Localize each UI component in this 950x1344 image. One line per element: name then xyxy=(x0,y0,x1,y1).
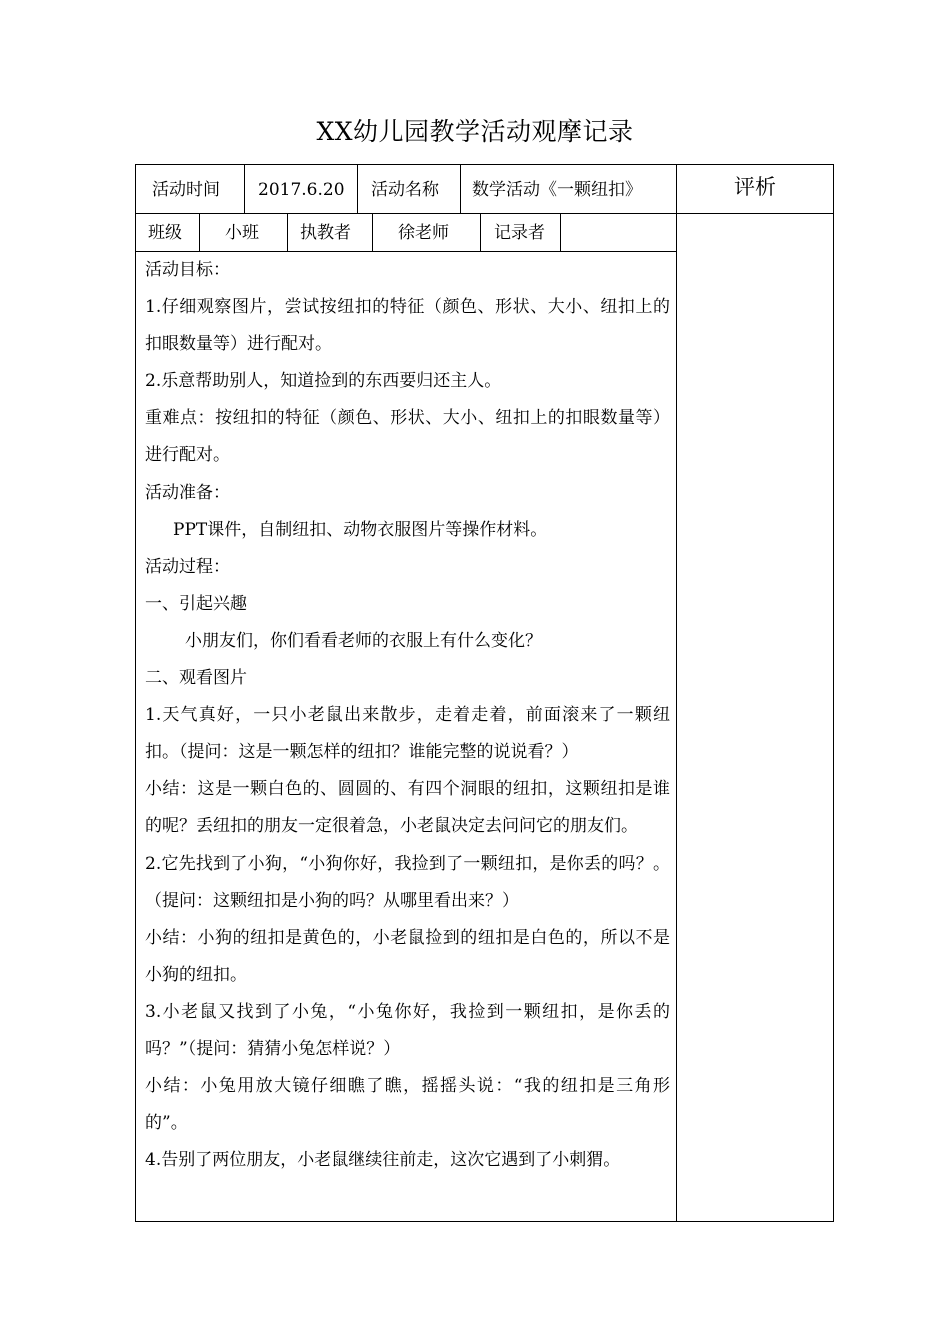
summary-1: 小结：这是一颗白色的、圆圆的、有四个洞眼的纽扣，这颗纽扣是谁的呢？丢纽扣的朋友一定很着急，小老鼠决定去问问它的朋友们。 xyxy=(145,779,670,837)
activity-time-value: 2017.6.20 xyxy=(258,180,345,200)
info-divider-4 xyxy=(480,213,481,252)
activity-name-value: 数学活动《一颗纽扣》 xyxy=(472,180,642,200)
class-label: 班级 xyxy=(148,223,182,243)
class-value: 小班 xyxy=(225,223,259,243)
step-two-heading: 二、观看图片 xyxy=(145,668,247,689)
step-one-heading: 一、引起兴趣 xyxy=(145,593,247,614)
step-one-text: 小朋友们，你们看看老师的衣服上有什么变化？ xyxy=(185,630,542,651)
recorder-label: 记录者 xyxy=(494,223,545,243)
teacher-value: 徐老师 xyxy=(398,223,449,243)
goal-2: 2.乐意帮助别人，知道捡到的东西要归还主人。 xyxy=(145,371,502,392)
teacher-label: 执教者 xyxy=(300,223,351,243)
goal-1: 1.仔细观察图片，尝试按纽扣的特征（颜色、形状、大小、纽扣上的扣眼数量等）进行配对。 xyxy=(145,297,670,355)
info-divider-5 xyxy=(560,213,561,252)
paragraph-1: 1.天气真好，一只小老鼠出来散步，走着走着，前面滚来了一颗纽扣。（提问：这是一颗怎样的纽扣？谁能完整的说说看？） xyxy=(145,705,670,763)
preparation-heading: 活动准备： xyxy=(145,482,230,503)
activity-record-body xyxy=(145,252,670,1179)
header-divider-1 xyxy=(244,164,245,214)
info-divider-1 xyxy=(199,213,200,252)
key-points: 重难点：按纽扣的特征（颜色、形状、大小、纽扣上的扣眼数量等）进行配对。 xyxy=(145,408,670,466)
page-title: XX幼儿园教学活动观摩记录 xyxy=(316,117,634,146)
paragraph-3: 3.小老鼠又找到了小兔，“小兔你好，我捡到一颗纽扣，是你丢的吗？”（提问：猜猜小兔怎样说？） xyxy=(145,1001,670,1059)
preparation-text: PPT课件，自制纽扣、动物衣服图片等操作材料。 xyxy=(173,519,548,540)
summary-2: 小结：小狗的纽扣是黄色的，小老鼠捡到的纽扣是白色的，所以不是小狗的纽扣。 xyxy=(145,927,670,985)
process-heading: 活动过程： xyxy=(145,556,230,577)
activity-time-label: 活动时间 xyxy=(152,180,220,200)
row-divider-header xyxy=(135,213,834,214)
activity-name-label: 活动名称 xyxy=(371,180,439,200)
comment-header: 评析 xyxy=(734,175,776,199)
paragraph-4: 4.告别了两位朋友，小老鼠继续往前走，这次它遇到了小刺猬。 xyxy=(145,1150,621,1171)
info-divider-3 xyxy=(372,213,373,252)
goals-heading: 活动目标： xyxy=(145,260,230,280)
comment-column-divider xyxy=(676,164,677,1222)
header-divider-2 xyxy=(357,164,358,214)
summary-3: 小结：小兔用放大镜仔细瞧了瞧，摇摇头说：“我的纽扣是三角形的”。 xyxy=(145,1076,670,1134)
info-divider-2 xyxy=(287,213,288,252)
header-divider-3 xyxy=(460,164,461,214)
paragraph-2: 2.它先找到了小狗，“小狗你好，我捡到了一颗纽扣，是你丢的吗？。（提问：这颗纽扣是小狗的吗？从哪里看出来？） xyxy=(145,853,670,911)
